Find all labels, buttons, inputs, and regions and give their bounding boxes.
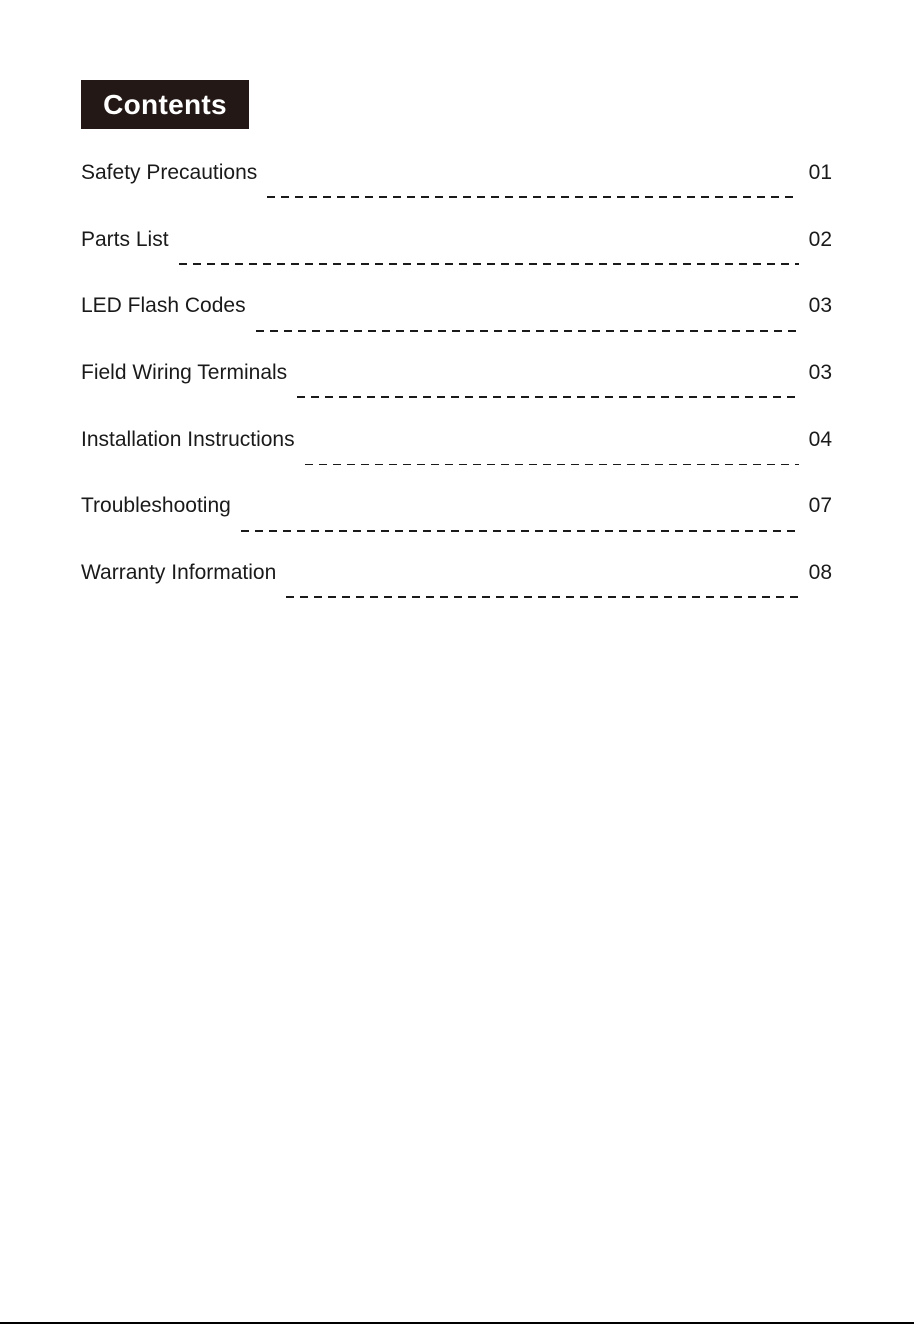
toc-entry-field-wiring-terminals[interactable] bbox=[81, 362, 832, 429]
dotted-leader bbox=[297, 396, 798, 398]
toc-entry-page-number: 08 bbox=[808, 561, 832, 585]
dotted-leader bbox=[286, 596, 798, 598]
toc-entry-page-number: 03 bbox=[808, 361, 832, 385]
toc-entry-parts-list[interactable] bbox=[81, 229, 832, 296]
toc-entry-title: Field Wiring Terminals bbox=[81, 361, 288, 385]
toc-entry-title: Installation Instructions bbox=[81, 427, 295, 451]
toc-entry-page-number: 04 bbox=[808, 427, 832, 451]
toc-entry-page-number: 07 bbox=[808, 494, 832, 518]
toc-entry-page-number: 01 bbox=[808, 161, 832, 184]
toc-entry-page-number: 03 bbox=[808, 294, 832, 318]
toc-entry-title: Warranty Information bbox=[81, 561, 277, 585]
toc-entry-led-flash-codes[interactable] bbox=[81, 295, 832, 362]
toc-entry-warranty-information[interactable] bbox=[81, 562, 832, 629]
toc-entry-title: LED Flash Codes bbox=[81, 294, 246, 318]
toc-entry-safety-precautions[interactable] bbox=[81, 162, 832, 229]
toc-entry-title: Parts List bbox=[81, 227, 169, 251]
toc-entry-installation-instructions[interactable] bbox=[81, 429, 832, 496]
dotted-leader bbox=[241, 530, 799, 532]
dotted-leader bbox=[179, 263, 799, 265]
toc-entry-page-number: 02 bbox=[808, 227, 832, 251]
dotted-leader bbox=[267, 196, 798, 198]
toc-entry-title: Troubleshooting bbox=[81, 494, 231, 518]
toc-entry-title: Safety Precautions bbox=[81, 161, 258, 184]
toc-entry-troubleshooting[interactable] bbox=[81, 495, 832, 562]
table-of-contents bbox=[81, 162, 832, 629]
dotted-leader bbox=[305, 464, 799, 465]
dotted-leader bbox=[256, 330, 799, 332]
contents-heading: Contents bbox=[103, 88, 227, 120]
contents-heading-box bbox=[81, 80, 249, 129]
